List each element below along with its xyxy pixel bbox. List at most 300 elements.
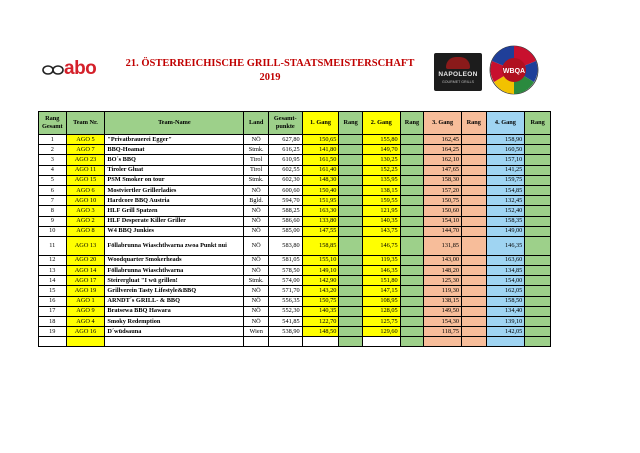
cell-team-name: HLF Desperate Killer Griller (105, 216, 244, 226)
cell-rang-1 (339, 145, 363, 155)
table-row (39, 185, 551, 195)
cell-rang-1 (339, 135, 363, 145)
cell-gang-1: 148,50 (302, 327, 339, 337)
cell-land: NÖ (244, 216, 269, 226)
table-row (39, 327, 551, 337)
cell-team-name: Tiroler Gluat (105, 165, 244, 175)
cell-rang-4 (525, 327, 551, 337)
cell-team-name: HLF Grill Spatzen (105, 206, 244, 216)
cell-gang-2: 159,55 (362, 196, 400, 206)
cell-gang-4: 139,10 (486, 317, 525, 327)
col-header-team-name: Team-Name (105, 112, 244, 135)
title-line-1: 21. ÖSTERREICHISCHE GRILL-STAATSMEISTERSCHAFT (125, 58, 415, 69)
cell-rang-4 (525, 155, 551, 165)
table-row (39, 266, 551, 276)
cell-land: NÖ (244, 317, 269, 327)
cell-rang-1 (339, 255, 363, 265)
cell-rang-1 (339, 196, 363, 206)
cell-gang-2: 128,05 (362, 306, 400, 316)
cell-gesamtpunkte: 571,70 (268, 286, 302, 296)
cell-rang: 8 (39, 206, 67, 216)
cell-gang-3: 138,15 (424, 296, 462, 306)
cell-team-nr: AGO 2 (66, 216, 105, 226)
cell-gesamtpunkte: 585,00 (268, 226, 302, 236)
cell-gesamtpunkte: 586,60 (268, 216, 302, 226)
cell-gang-4: 158,90 (486, 135, 525, 145)
cell-rang: 11 (39, 236, 67, 255)
cell-rang-4 (525, 185, 551, 195)
cell-rang: 6 (39, 185, 67, 195)
cell-rang-4 (525, 206, 551, 216)
table-row (39, 306, 551, 316)
cell-gang-4: 160,50 (486, 145, 525, 155)
cell-gang-1-empty (302, 337, 339, 347)
cell-gang-4: 157,10 (486, 155, 525, 165)
col-header-gang-3: 3. Gang (424, 112, 462, 135)
cell-gang-3: 143,00 (424, 255, 462, 265)
cell-land: Tirol (244, 165, 269, 175)
cell-land: Stmk. (244, 175, 269, 185)
cell-rang-3 (462, 226, 487, 236)
cell-rang-3 (462, 135, 487, 145)
cell-rang: 13 (39, 266, 67, 276)
cell-rang-1 (339, 296, 363, 306)
cell-gesamtpunkte: 581,05 (268, 255, 302, 265)
cell-rang-3 (462, 145, 487, 155)
cell-rang: 18 (39, 317, 67, 327)
napoleon-logo (434, 53, 482, 91)
cell-rang-1-empty (339, 337, 363, 347)
col-header-gang-1: 1. Gang (302, 112, 339, 135)
cell-rang: 19 (39, 327, 67, 337)
cell-team-name: Föllabrunna Wiaschtlwarna zwoa Punkt nui (105, 236, 244, 255)
cell-team-name: Bratsewa BBQ Hawara (105, 306, 244, 316)
cell-rang-3 (462, 276, 487, 286)
cell-rang-2 (400, 306, 424, 316)
cell-land-empty (244, 337, 269, 347)
cell-land: Tirol (244, 155, 269, 165)
cell-team-name: D´wüdsauna (105, 327, 244, 337)
cell-team-nr: AGO 1 (66, 296, 105, 306)
cell-rang-2 (400, 286, 424, 296)
cell-gesamtpunkte: 610,95 (268, 155, 302, 165)
cell-gang-1: 150,75 (302, 296, 339, 306)
cell-rang-1 (339, 317, 363, 327)
napoleon-logo-text: NAPOLEON (438, 71, 478, 78)
cell-rang-2 (400, 206, 424, 216)
cell-gang-1: 161,50 (302, 155, 339, 165)
abo-logo-text: abo (64, 58, 97, 79)
cell-rang: 17 (39, 306, 67, 316)
cell-land: NÖ (244, 135, 269, 145)
cell-team-name: W4 BBQ Junkies (105, 226, 244, 236)
cell-rang-2 (400, 165, 424, 175)
table-row (39, 135, 551, 145)
cell-gang-4: 162,05 (486, 286, 525, 296)
cell-team-nr: AGO 4 (66, 317, 105, 327)
cell-rang-2 (400, 196, 424, 206)
table-row (39, 296, 551, 306)
cell-gesamtpunkte: 541,85 (268, 317, 302, 327)
cell-gang-3: 154,30 (424, 317, 462, 327)
table-row-empty (39, 337, 551, 347)
cell-rang-empty (39, 337, 67, 347)
cell-rang-3 (462, 155, 487, 165)
cell-team-name: ARNDT´s GRILL- & BBQ (105, 296, 244, 306)
cell-gesamtpunkte: 600,60 (268, 185, 302, 195)
cell-team-nr: AGO 5 (66, 135, 105, 145)
cell-team-nr: AGO 23 (66, 155, 105, 165)
results-table (38, 111, 551, 347)
cell-gesamtpunkte: 594,70 (268, 196, 302, 206)
cell-gang-1: 161,40 (302, 165, 339, 175)
cell-gang-2: 143,75 (362, 226, 400, 236)
table-row (39, 165, 551, 175)
cell-team-name: Grillverein Tasty Lifestyle&BBQ (105, 286, 244, 296)
cell-gang-4: 154,85 (486, 185, 525, 195)
cell-gang-2: 138,15 (362, 185, 400, 195)
cell-team-nr: AGO 15 (66, 175, 105, 185)
cell-gang-3: 154,10 (424, 216, 462, 226)
cell-team-name: Föllabrunna Wiaschtlwarna (105, 266, 244, 276)
cell-rang-3 (462, 216, 487, 226)
cell-rang: 15 (39, 286, 67, 296)
cell-rang-4 (525, 216, 551, 226)
cell-gesamtpunkte: 583,80 (268, 236, 302, 255)
cell-gang-3: 158,30 (424, 175, 462, 185)
cell-rang-3 (462, 165, 487, 175)
cell-gang-1: 151,95 (302, 196, 339, 206)
cell-gang-3-empty (424, 337, 462, 347)
cell-rang-3 (462, 175, 487, 185)
cell-rang: 3 (39, 155, 67, 165)
cell-gang-4: 163,60 (486, 255, 525, 265)
cell-gang-3: 148,20 (424, 266, 462, 276)
col-header-rang-1: Rang (339, 112, 363, 135)
cell-land: NÖ (244, 236, 269, 255)
cell-gang-1: 140,35 (302, 306, 339, 316)
cell-rang-1 (339, 286, 363, 296)
cell-land: NÖ (244, 226, 269, 236)
col-header-rang-4: Rang (525, 112, 551, 135)
cell-gang-1: 122,70 (302, 317, 339, 327)
abo-logo (42, 60, 114, 82)
cell-land: Stmk. (244, 145, 269, 155)
cell-gesamtpunkte: 616,25 (268, 145, 302, 155)
cell-rang-2 (400, 226, 424, 236)
cell-rang-2 (400, 236, 424, 255)
cell-rang-3 (462, 306, 487, 316)
cell-rang: 12 (39, 255, 67, 265)
cell-rang-2 (400, 155, 424, 165)
table-row (39, 216, 551, 226)
cell-team-nr: AGO 17 (66, 276, 105, 286)
cell-gang-4: 132,45 (486, 196, 525, 206)
cell-rang-2-empty (400, 337, 424, 347)
cell-rang-3 (462, 327, 487, 337)
cell-team-name: "Privatbrauerei Egger" (105, 135, 244, 145)
cell-rang-2 (400, 266, 424, 276)
cell-gang-1: 158,85 (302, 236, 339, 255)
cell-team-nr-empty (66, 337, 105, 347)
cell-gang-1: 150,40 (302, 185, 339, 195)
cell-gang-4: 142,05 (486, 327, 525, 337)
cell-gang-2: 121,95 (362, 206, 400, 216)
cell-rang: 2 (39, 145, 67, 155)
cell-gang-3: 144,70 (424, 226, 462, 236)
cell-rang: 14 (39, 276, 67, 286)
cell-rang-2 (400, 296, 424, 306)
cell-gesamtpunkte: 552,30 (268, 306, 302, 316)
cell-land: Stmk. (244, 276, 269, 286)
cell-rang-3 (462, 296, 487, 306)
cell-rang-1 (339, 185, 363, 195)
col-header-team-nr: Team Nr. (66, 112, 105, 135)
cell-gang-1: 150,65 (302, 135, 339, 145)
cell-rang-4 (525, 196, 551, 206)
cell-team-nr: AGO 20 (66, 255, 105, 265)
col-header-land: Land (244, 112, 269, 135)
cell-gang-2: 140,35 (362, 216, 400, 226)
table-row (39, 175, 551, 185)
cell-gang-1: 149,10 (302, 266, 339, 276)
cell-team-name: Steirergluat "I wü grillen! (105, 276, 244, 286)
cell-gang-4: 152,40 (486, 206, 525, 216)
napoleon-logo-sub: GOURMET GRILLS (441, 80, 475, 84)
table-row (39, 206, 551, 216)
table-row (39, 155, 551, 165)
cell-rang-3 (462, 317, 487, 327)
cell-gang-3: 131,85 (424, 236, 462, 255)
cell-gang-3: 162,45 (424, 135, 462, 145)
cell-team-nr: AGO 14 (66, 266, 105, 276)
cell-gang-2: 130,25 (362, 155, 400, 165)
cell-rang-1 (339, 266, 363, 276)
col-header-gang-4: 4. Gang (486, 112, 525, 135)
cell-gesamtpunkte: 556,35 (268, 296, 302, 306)
cell-gang-3: 119,30 (424, 286, 462, 296)
cell-land: NÖ (244, 206, 269, 216)
cell-gang-3: 157,20 (424, 185, 462, 195)
cell-rang-2 (400, 175, 424, 185)
cell-gang-4: 158,35 (486, 216, 525, 226)
cell-rang-4 (525, 236, 551, 255)
cell-gang-4: 149,00 (486, 226, 525, 236)
cell-gesamtpunkte: 574,00 (268, 276, 302, 286)
cell-gang-3: 125,30 (424, 276, 462, 286)
cell-team-nr: AGO 16 (66, 327, 105, 337)
cell-gesamtpunkte: 538,90 (268, 327, 302, 337)
cell-gang-4: 146,35 (486, 236, 525, 255)
cell-rang-3 (462, 185, 487, 195)
cell-land: Wien (244, 327, 269, 337)
cell-rang-1 (339, 226, 363, 236)
cell-gang-4: 159,75 (486, 175, 525, 185)
cell-gang-4: 158,50 (486, 296, 525, 306)
cell-gang-2: 129,60 (362, 327, 400, 337)
cell-team-name: Hardcore BBQ Austria (105, 196, 244, 206)
col-header-gang-2: 2. Gang (362, 112, 400, 135)
cell-rang-3 (462, 206, 487, 216)
cell-rang-2 (400, 255, 424, 265)
cell-rang-4 (525, 145, 551, 155)
col-header-rang-2: Rang (400, 112, 424, 135)
cell-rang-1 (339, 276, 363, 286)
cell-rang: 9 (39, 216, 67, 226)
title-line-2: 2019 (259, 72, 281, 83)
cell-rang-2 (400, 185, 424, 195)
cell-rang-2 (400, 276, 424, 286)
cell-rang-1 (339, 327, 363, 337)
cell-team-nr: AGO 11 (66, 165, 105, 175)
cell-rang-3 (462, 236, 487, 255)
cell-gang-2: 146,35 (362, 266, 400, 276)
cell-gang-1: 163,30 (302, 206, 339, 216)
results-table-body (39, 135, 551, 347)
crown-icon (446, 57, 470, 69)
cell-gang-2: 152,25 (362, 165, 400, 175)
table-row (39, 226, 551, 236)
cell-team-name: Woodquarter Smokerheads (105, 255, 244, 265)
cell-gang-2: 155,80 (362, 135, 400, 145)
cell-gang-1: 143,20 (302, 286, 339, 296)
cell-rang-3-empty (462, 337, 487, 347)
cell-rang-4 (525, 266, 551, 276)
cell-rang-4 (525, 276, 551, 286)
wbqa-flags-logo (488, 44, 540, 96)
table-row (39, 317, 551, 327)
cell-gang-3: 150,60 (424, 206, 462, 216)
cell-land: NÖ (244, 255, 269, 265)
cell-rang-1 (339, 175, 363, 185)
cell-rang-1 (339, 165, 363, 175)
cell-team-name: PSM Smoker on tour (105, 175, 244, 185)
cell-gang-2: 125,75 (362, 317, 400, 327)
cell-rang: 16 (39, 296, 67, 306)
table-header-row (39, 112, 551, 135)
cell-team-nr: AGO 7 (66, 145, 105, 155)
cell-gang-2: 135,95 (362, 175, 400, 185)
cell-gang-4: 154,00 (486, 276, 525, 286)
cell-gang-2: 108,95 (362, 296, 400, 306)
cell-gang-3: 149,50 (424, 306, 462, 316)
cell-gang-1: 147,55 (302, 226, 339, 236)
cell-rang-4 (525, 135, 551, 145)
cell-team-nr: AGO 8 (66, 226, 105, 236)
cell-rang-4 (525, 165, 551, 175)
cell-gang-1: 142,90 (302, 276, 339, 286)
cell-rang-4 (525, 317, 551, 327)
cell-gang-4: 134,40 (486, 306, 525, 316)
cell-rang-1 (339, 306, 363, 316)
cell-rang-4-empty (525, 337, 551, 347)
cell-gang-4-empty (486, 337, 525, 347)
table-row (39, 255, 551, 265)
cell-gang-1: 148,30 (302, 175, 339, 185)
cell-gang-2: 151,80 (362, 276, 400, 286)
table-row (39, 145, 551, 155)
cell-gang-4: 141,25 (486, 165, 525, 175)
cell-gang-1: 141,80 (302, 145, 339, 155)
col-header-gesamtpunkte: Gesamt-punkte (268, 112, 302, 135)
cell-gang-3: 147,65 (424, 165, 462, 175)
cell-gang-2: 149,70 (362, 145, 400, 155)
cell-land: Bgld. (244, 196, 269, 206)
cell-team-name-empty (105, 337, 244, 347)
cell-gang-3: 162,10 (424, 155, 462, 165)
cell-rang-2 (400, 327, 424, 337)
cell-rang-4 (525, 175, 551, 185)
chain-link-icon (42, 62, 66, 78)
table-row (39, 276, 551, 286)
cell-gesamtpunkte: 588,25 (268, 206, 302, 216)
cell-rang: 10 (39, 226, 67, 236)
cell-gang-3: 164,25 (424, 145, 462, 155)
cell-rang-4 (525, 306, 551, 316)
cell-rang: 4 (39, 165, 67, 175)
cell-gang-1: 133,80 (302, 216, 339, 226)
cell-team-name: Smoky Redemption (105, 317, 244, 327)
cell-gang-3: 118,75 (424, 327, 462, 337)
col-header-rang-3: Rang (462, 112, 487, 135)
cell-gesamtpunkte: 602,55 (268, 165, 302, 175)
cell-team-nr: AGO 10 (66, 196, 105, 206)
cell-team-nr: AGO 3 (66, 206, 105, 216)
cell-rang-3 (462, 196, 487, 206)
cell-gesamtpunkte-empty (268, 337, 302, 347)
cell-rang-3 (462, 286, 487, 296)
cell-rang-2 (400, 317, 424, 327)
cell-rang-3 (462, 255, 487, 265)
cell-rang-2 (400, 145, 424, 155)
cell-rang: 1 (39, 135, 67, 145)
cell-rang-1 (339, 216, 363, 226)
document-title (120, 57, 420, 85)
cell-gang-4: 134,85 (486, 266, 525, 276)
table-row (39, 236, 551, 255)
cell-rang: 5 (39, 175, 67, 185)
cell-rang-3 (462, 266, 487, 276)
cell-land: NÖ (244, 306, 269, 316)
table-row (39, 286, 551, 296)
cell-rang-4 (525, 286, 551, 296)
cell-gesamtpunkte: 627,80 (268, 135, 302, 145)
cell-rang-2 (400, 216, 424, 226)
cell-team-name: BBQ-Hoamat (105, 145, 244, 155)
cell-land: NÖ (244, 185, 269, 195)
cell-gesamtpunkte: 578,50 (268, 266, 302, 276)
col-header-rang: Rang Gesamt (39, 112, 67, 135)
cell-rang-1 (339, 236, 363, 255)
cell-land: NÖ (244, 286, 269, 296)
cell-team-name: Mostviertler Grillerladies (105, 185, 244, 195)
wbqa-logo-text: WBQA (502, 68, 526, 75)
cell-team-name: BO´s BBQ (105, 155, 244, 165)
cell-land: NÖ (244, 266, 269, 276)
cell-rang: 7 (39, 196, 67, 206)
cell-rang-2 (400, 135, 424, 145)
cell-team-nr: AGO 9 (66, 306, 105, 316)
cell-team-nr: AGO 13 (66, 236, 105, 255)
cell-team-nr: AGO 6 (66, 185, 105, 195)
cell-rang-4 (525, 226, 551, 236)
cell-rang-1 (339, 155, 363, 165)
cell-gang-3: 150,75 (424, 196, 462, 206)
cell-rang-4 (525, 255, 551, 265)
cell-team-nr: AGO 19 (66, 286, 105, 296)
cell-gesamtpunkte: 602,30 (268, 175, 302, 185)
cell-gang-2: 146,75 (362, 236, 400, 255)
